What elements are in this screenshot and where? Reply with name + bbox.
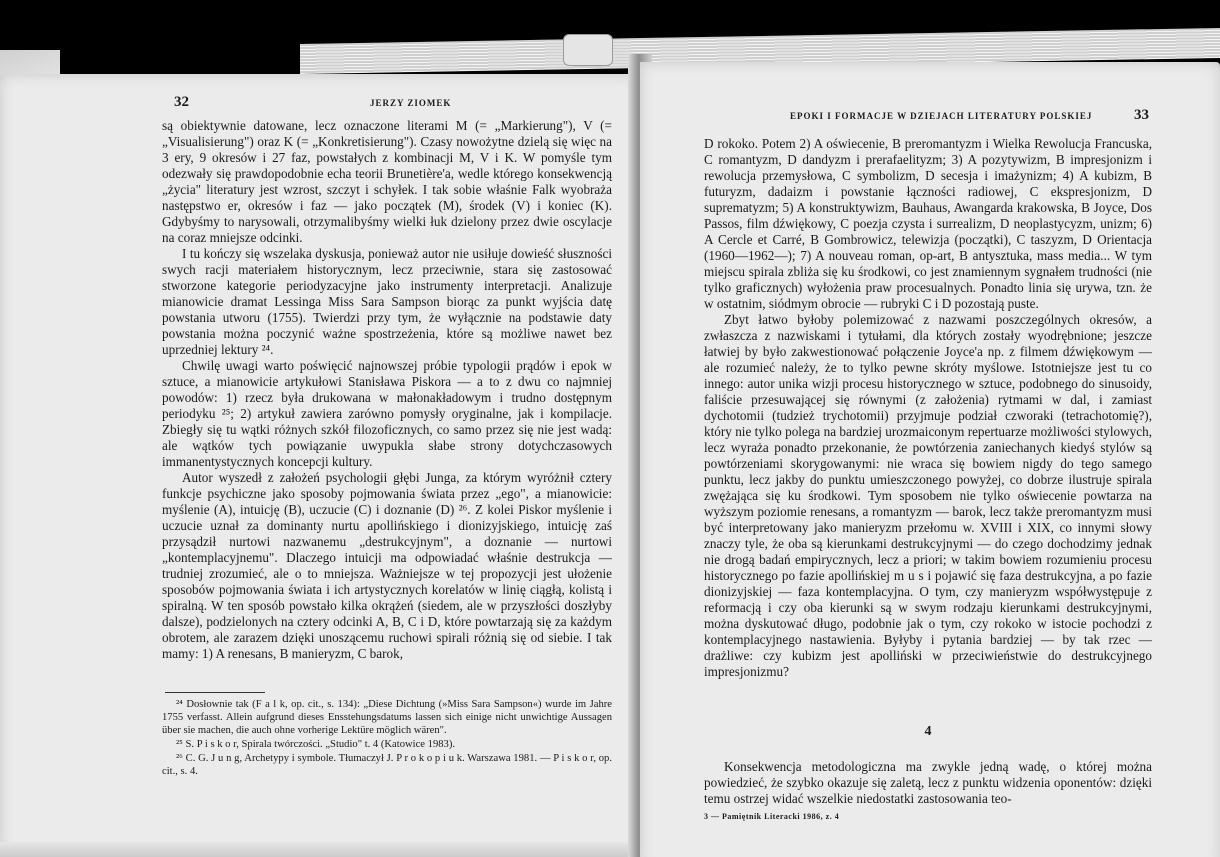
left-paragraph-1: są obiektywnie datowane, lecz oznaczone literami M (= „Markierung"), V (= „Visualisierung") oraz K (= „Konkretisierung"). Czasy nowożytne dzielą się więc na 3 ery, 9 okresów i 27 faz, powstałych z kombinacji M, V i K. W pomyśle tym odezwały się prawdopodobnie echa teorii Brunetière'a, wedle którego konsekwencją „życia" literatury jest wzrost, szczyt i schyłek. I tak sobie właśnie Falk wyobraża następstwo er, okresów i faz — jako początek (M), środek (V) i koniec (K). Gdybyśmy to narysowali, otrzymalibyśmy wielki łuk dzielony przez dwie oscylacje na coraz mniejsze odcinki.	[162, 118, 612, 245]
footnote-26: ²⁶ C. G. J u n g, Archetypy i symbole. Tłumaczył J. P r o k o p i u k. Warszawa 1981. — P i s k o r, op. cit., s. 4.	[162, 753, 612, 777]
right-paragraph-1: D rokoko. Potem 2) A oświecenie, B preromantyzm i Wielka Rewolucja Francuska, C romantyzm, D dandyzm i prerafaelityzm; 3) A pozytywizm, B impresjonizm i rewolucja przemysłowa, C symbolizm, D secesja i imażynizm; 4) A kubizm, B futuryzm, dadaizm i powstanie łączności radiowej, C ekspresjonizm, D suprematyzm; 5) A konstruktywizm, Bauhaus, Awangarda krakowska, B Joyce, Dos Passos, film dźwiękowy, C poezja czysta i surrealizm, D neoplastycyzm, unizm; 6) A Cercle et Carré, B Gombrowicz, telewizja (początki), C taszyzm, D Orientacja (1960—1962—); 7) A nouveau roman, op-art, B antysztuka, mass media... W tym miejscu spirala zbliża się ku środkowi, co jest znamiennym sygnałem trudności (nie tylko graficznych) wyłożenia praw procesualnych. Ponadto linia się urywa, tzn. że w ostatnim, siódmym obrocie — rubryki C i D pozostają puste.	[704, 136, 1152, 311]
right-page	[640, 62, 1220, 857]
right-paragraph-2: Zbyt łatwo byłoby polemizować z nazwami poszczególnych okresów, a zwłaszcza z nazwiskami i tytułami, dla których zostały wyodrębnione; jeszcze łatwiej by było zakwestionować połączenie Joyce'a np. z filmem dźwiękowym — ale rozumieć należy, że to tylko pewne skróty myślowe. Istotniejsze jest tu co innego: autor unika wizji procesu historycznego w sztuce, podobnego do sinusoidy, faliście przesuwającej się równymi (z założenia) rytmami w dal, i zamiast dychotomii (tudzież trychotomii) przyjmuje podział czworaki (tetrachotomię?), który nie tylko polega na bardziej urozmaiconym repertuarze możliwości stylowych, lecz wyraża ponadto przekonanie, że powtórzenia zaniechanych kiedyś stylów są powtórzeniami skorygowanymi: nie wraca się bowiem nigdy do tego samego punktu, lecz jakby do punktu umieszczonego powyżej, co dobrze ilustruje spirala zwężająca się ku środkowi. Tym sposobem nie tylko oświecenie powtarza na wyższym poziomie renesans, a romantyzm — barok, lecz także preromantyzm musi być interpretowany jako manieryzm przełomu w. XVIII i XIX, co innymi słowy znaczy tyle, że oba są kierunkami destrukcyjnymi — do czego dochodzimy jednak nie drogą badań empirycznych, lecz a priori; w takim bowiem rozumieniu procesu historycznego po fazie apollińskiej m u s i pojawić się faza destrukcyjna, a po fazie dionizyjskiej — faza kontemplacyjna. O tym, czy manieryzm współwystępuje z reformacją i czy oba kierunki są w swym rodzaju kierunkami destrukcyjnymi, można dyskutować długo, podobnie jak o tym, czy rokoko w istocie pochodzi z kontemplacyjnego nastawienia. Byłyby i pytania bardziej — by tak rzec — drażliwe: czy kubizm jest apolliński w przeciwieństwie do destrukcyjnego impresjonizmu?	[704, 312, 1152, 679]
left-paragraph-3: Chwilę uwagi warto poświęcić najnowszej próbie typologii prądów i epok w sztuce, a mianowicie artykułowi Stanisława Piskora — a to z dwu co najmniej powodów: 1) rzecz była drukowana w małonakładowym i trudno dostępnym periodyku ²⁵; 2) artykuł zawiera zarówno pomysły oryginalne, jak i kompilacje. Zbiegły się tu wątki różnych szkół filozoficznych, co samo przez się nie jest wadą: ale wątków tych powiązanie uwypukla słabe strony dotychczasowych immanentystycznych koncepcji kultury.	[162, 358, 612, 469]
left-page-number: 32	[174, 94, 189, 110]
left-body	[162, 118, 612, 662]
left-paragraph-2: I tu kończy się wszelaka dyskusja, ponieważ autor nie usiłuje dowieść słuszności swych racji materiałem historycznym, lecz przeciwnie, stara się zastosować stworzone kategorie periodyzacyjne jako instrumenty interpretacji. Analizuje mianowicie dramat Lessinga Miss Sara Sampson biorąc za punkt wyjścia datę powstania utworu (1755). Twierdzi przy tym, że wyłącznie na podstawie daty powstania można poczynić ważne spostrzeżenia, które są możliwe nawet bez uprzedniej lektury ²⁴.	[162, 246, 612, 357]
right-section-body	[704, 759, 1152, 807]
page-bottom-shadow	[0, 842, 640, 857]
left-running-head: JERZY ZIOMEK	[370, 98, 452, 108]
right-section-paragraph: Konsekwencja metodologiczna ma zwykle jedną wadę, o której można powiedzieć, że szybko okazuje się zaletą, lecz z punktu widzenia oponentów: dzięki temu ostrzej widać wszelkie niedostatki zastosowania teo-	[704, 759, 1152, 806]
footnote-24: ²⁴ Dosłownie tak (F a l k, op. cit., s. 134): „Diese Dichtung (»Miss Sara Sampson«) wurde im Jahre 1755 verfasst. Allein aufgrund dieses Ensstehungsdatums lassen sich einige nicht unwichtige Aussagen über sie machen, die auch ohne vorherige Lektüre möglich wären".	[162, 699, 612, 736]
bookmark-ribbon	[563, 34, 613, 66]
footnote-25: ²⁵ S. P i s k o r, Spirala twórczości. „Studio" t. 4 (Katowice 1983).	[176, 739, 456, 750]
printer-signature: 3 — Pamiętnik Literacki 1986, z. 4	[704, 812, 840, 821]
scan-top-border	[0, 0, 1220, 14]
footnote-rule	[165, 692, 265, 693]
book-spread	[0, 14, 1220, 857]
right-body	[704, 136, 1152, 680]
left-footnotes	[162, 698, 612, 779]
section-number: 4	[924, 724, 932, 739]
left-page	[0, 74, 640, 854]
right-running-head: EPOKI I FORMACJE W DZIEJACH LITERATURY POLSKIEJ	[790, 111, 1093, 121]
right-page-number: 33	[1134, 107, 1149, 123]
left-paragraph-4: Autor wyszedł z założeń psychologii głębi Junga, za którym wyróżnił cztery funkcje psychiczne jako sposoby pojmowania świata przez „ego", a mianowicie: myślenie (A), intuicję (B), uczucie (C) i doznanie (D) ²⁶. Z kolei Piskor myślenie i uczucie uznał za dominanty nurtu apollińskiego i dionizyjskiego, intuicję zaś przysądził nurtowi nazwanemu „destrukcyjnym", a doznanie — nurtowi „kontemplacyjnemu". Dlaczego intuicji ma odpowiadać właśnie destrukcja — trudniej zrozumieć, ale o to mniejsza. Ważniejsze w tej propozycji jest ułożenie sposobów pojmowania świata i ich artystycznych korelatów w linię ciągłą, kolistą i spiralną. W ten sposób powstało kilka okrążeń (siedem, ale w przyszłości doszłyby dalsze), podzielonych na cztery odcinki A, B, C i D, które powtarzają się za każdym obrotem, ale zarazem dzięki unoszącemu ruchowi spirali różnią się od siebie. I tak mamy: 1) A renesans, B manieryzm, C barok,	[162, 470, 612, 661]
